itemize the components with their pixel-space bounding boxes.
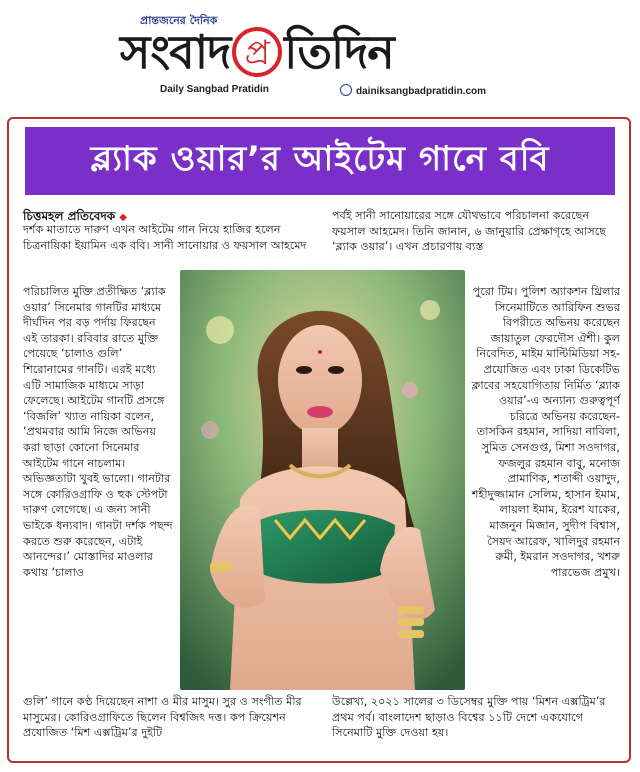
masthead [0,0,640,112]
actress-photo-illustration [180,270,465,690]
article-photo [180,270,465,690]
website-link[interactable] [340,84,486,97]
globe-icon [340,84,352,96]
article-text-right-bottom: উল্লেখ্য, ২০২১ সালের ৩ ডিসেম্বর মুক্তি পায় ‘মিশন এক্সট্রিম’র প্রথম পর্ব। বাংলাদেশ ছাড়াও বিশ্বের ১১টি দেশে একযোগে সিনেমাটি মুক্তি দেওয়া হয়। [332,695,606,740]
article-text-left-narrow: পরিচালিত মুক্তি প্রতীক্ষিত ‘ব্ল্যাক ওয়ার’ সিনেমার গানটির মাধ্যমে দীর্ঘদিন পর বড় পর্দায় ফিরছেন এই তারকা। রবিবার রাতে মুক্তি পেয়েছে ‘চালাও গুলি’ শিরোনামের গানটি। এরই মধ্যে এটি সামাজিক মাধ্যমে সাড়া ফেলেছে। আইটেম গানটি প্রসঙ্গে ‘বিজলি’ খ্যাত নায়িকা বলেন, ‘প্রথমবার আমি নিজে অভিনয় করা ছাড়া কোনো সিনেমার আইটেম গানে নাচলাম। অভিজ্ঞতাটা খুবই ভালো। গানটার সঙ্গে কোরিওগ্রাফি ও হুক স্টেপটা দারুণ লেগেছে। এ জন্য সানী ভাইকে ধন্যবাদ। গানটা দর্শক পছন্দ করতে শুরু করেছেন, এটাই আনন্দের।’ মোস্তাদির মাওলার কথায় ‘চালাও [23,285,173,579]
article-text-left-top: দর্শক মাতাতে দারুণ এখন আইটেম গান নিয়ে হাজির হলেন চিত্রনায়িকা ইয়ামিন এক ববি। সানী সানোয়ার ও ফয়সাল আহমেদ [23,223,307,252]
article-text-left-bottom: গুলি’ গানে কণ্ঠ দিয়েছেন নাশা ও মীর মাসুম। সুর ও সংগীত মীর মাসুমের। কোরিওগ্রাফিতে ছিলেন বিশ্বজিৎ দত্ত। কপ ক্রিয়েশন প্রযোজিত ‘মিশ এক্সট্রিম’র দুইটি [23,695,302,740]
byline-text: চিত্তমহল প্রতিবেদক [23,209,116,223]
article-text-right-narrow: পুরো টিম। পুলিশ অ্যাকশন থ্রিলার সিনেমাটিতে আরিফিন শুভর বিপরীতে অভিনয় করেছেন জায়াতুল ফেরদৌস ঐশী। কুল নিবেদিত, মাইম মাল্টিমিডিয়া সহ-প্রযোজিত এবং ঢাকা ডিকেটিভ ক্লাবের সহযোগিতায় নির্মিত ‘ব্ল্যাক ওয়ার’-এ অন্যান্য গুরুত্বপূর্ণ চরিত্রে অভিনয় করেছেন- তাসকিন রহমান, সাদিয়া নাবিলা, সুমিত সেনগুপ্ত, মিশা সওদাগর, ফজলুর রহমান বাবু, মনোজ প্রামাণিক, শতাব্দী ওয়াদুদ, শহীদুজ্জামান সেলিম, হাসান ইমাম, লায়লা ইমাম, ইরেশ যাকের, মাজনুন মিজান, সুদীপ বিশ্বাস, সৈয়দ আরেফ, খালিদুর রহমান রুমী, ইমরান সওদাগর, খশরু পারভেজ প্রমুখ। [471,285,620,579]
article-headline: ব্ল্যাক ওয়ার’র আইটেম গানে ববি [25,127,615,195]
website-text: dainiksangbadpratidin.com [356,86,487,97]
logo-text-before: সংবাদ [120,25,231,79]
newspaper-logo[interactable] [120,26,394,78]
masthead-tagline: প্রান্তজনের দৈনিক [140,14,218,27]
english-name: Daily Sangbad Pratidin [160,84,269,95]
logo-circle-mark: প্র [232,27,282,77]
article-text-right-top: পর্বই সানী সানোয়ারের সঙ্গে যৌথভাবে পরিচালনা করেছেন ফয়সাল আহমেদ। তিনি জানান, ৬ জানুয়ারি প্রেক্ষাগৃহে আসছে ‘ব্ল্যাক ওয়ার’। এখন প্রচারণায় ব্যস্ত [332,209,607,254]
logo-text-after: তিদিন [284,25,394,79]
diamond-icon: ◆ [119,212,127,223]
